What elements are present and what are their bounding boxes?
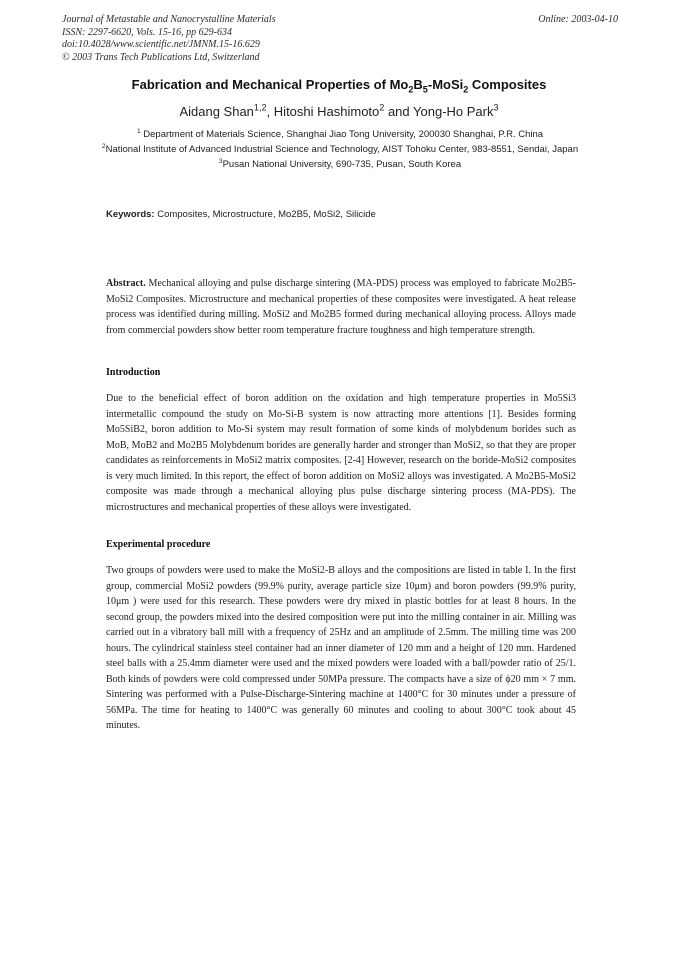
title-sub: 5 [422,84,428,95]
affiliation-number: 3 [218,157,223,165]
keywords [106,209,376,220]
affiliation-text: Department of Materials Science, Shanghai Jiao Tong University, 200030 Shanghai, P.R. China [140,129,544,140]
journal-name: Journal of Metastable and Nanocrystalline Materials [62,14,276,25]
author-name: Aidang Shan [179,104,254,119]
introduction-text: Due to the beneficial effect of boron addition on the oxidation and high temperature properties in Mo5Si3 intermetallic compound the study on Mo-Si-B system is now attracting more attentions [1]. Besides forming Mo5SiB2, boron addition to Mo-Si system may result formation of some kinds of molybdenum borides such as MoB, MoB2 and Mo2B5 Molybdenum borides are generally harder and stronger than MoSi2, so that they are proper candidates as reinforcements in MoSi2 matrix composites. [2-4] However, research on the boride-MoSi2 composites is very much limited. In this report, the effect of boron addition on MoSi2 alloys was investigated. A Mo2B5-MoSi2 composite was made through a mechanical alloying plus pulse discharge sintering process (MA-PDS). The microstructures and mechanical properties of these alloys were investigated. [106,393,576,513]
journal-header [62,14,276,64]
experimental-heading: Experimental procedure [106,539,211,550]
affiliation-text: National Institute of Advanced Industrial Science and Technology, AIST Tohoku Center, 983-8551, Sendai, Japan [105,144,579,155]
title-part: -MoSi [427,77,464,92]
affiliation-number: 2 [101,142,106,150]
keywords-label: Keywords: [106,209,155,220]
affiliation-text: Pusan National University, 690-735, Pusan, South Korea [222,159,462,170]
author-list [0,104,678,119]
journal-copyright: © 2003 Trans Tech Publications Ltd, Switzerland [62,51,260,63]
title-sub: 2 [463,84,469,95]
author-affiliation-mark: 1,2 [253,102,267,113]
author-affiliation-mark: 2 [379,102,385,113]
online-date: Online: 2003-04-10 [538,14,618,25]
journal-issn: ISSN: 2297-6620, Vols. 15-16, pp 629-634 [62,26,232,38]
keywords-text: Composites, Microstructure, Mo2B5, MoSi2, Silicide [157,209,376,220]
affiliations [100,128,580,173]
introduction-heading: Introduction [106,367,161,378]
abstract-text: Mechanical alloying and pulse discharge sintering (MA-PDS) process was employed to fabricate Mo2B5-MoSi2 Composites. Microstructure and mechanical properties of these composites were investigated. A heat release process was identified during milling. MoSi2 and Mo2B5 formed during mechanical alloying process. Alloys made from commercial powders show better room temperature fracture toughness and high temperature strength. [106,278,577,336]
title-part: B [413,77,423,92]
author-affiliation-mark: 3 [493,102,499,113]
author-name: and Yong-Ho Park [384,104,494,119]
affiliation [100,158,580,171]
journal-doi: doi:10.4028/www.scientific.net/JMNM.15-16.629 [62,39,260,50]
abstract-label: Abstract. [106,278,146,289]
experimental-text: Two groups of powders were used to make the MoSi2-B alloys and the compositions are listed in table I. In the first group, commercial MoSi2 powders (99.9% purity, average particle size 10μm) and boron powders (99.9% purity, 10μm ) were used for this research. These powders were dry mixed in plastic bottles for at least 8 hours. In the second group, the powders mixed into the desired composition were put into the milling container in air. Milling was carried out in a vibratory ball mill with a frequency of 25Hz and an amplitude of 2.5mm. The milling time was 200 hours. The cylindrical stainless steel container had an inner diameter of 120 mm and a height of 120 mm. Hardened steel balls with a 25.4mm diameter were used and the mixed powders were loaded with a ball/powder ratio of 25/1. Both kinds of powders were cold compressed under 50MPa pressure. The compacts have a size of ϕ20 mm × 7 mm. Sintering was performed with a Pulse-Discharge-Sintering machine at 1400°C for 30 minutes under a pressure of 56MPa. The time for heating to 1400°C was generally 60 minutes and cooling to about 300°C took about 45 minutes. [106,565,576,731]
affiliation [100,143,580,156]
title-part: Composites [468,77,547,92]
title-part: Fabrication and Mechanical Properties of Mo [131,77,409,92]
title-sub: 2 [408,84,414,95]
affiliation [100,128,580,141]
affiliation-number: 1 [136,127,141,135]
paper-title [0,77,678,95]
author-name: , Hitoshi Hashimoto [266,104,380,119]
abstract [106,276,576,338]
